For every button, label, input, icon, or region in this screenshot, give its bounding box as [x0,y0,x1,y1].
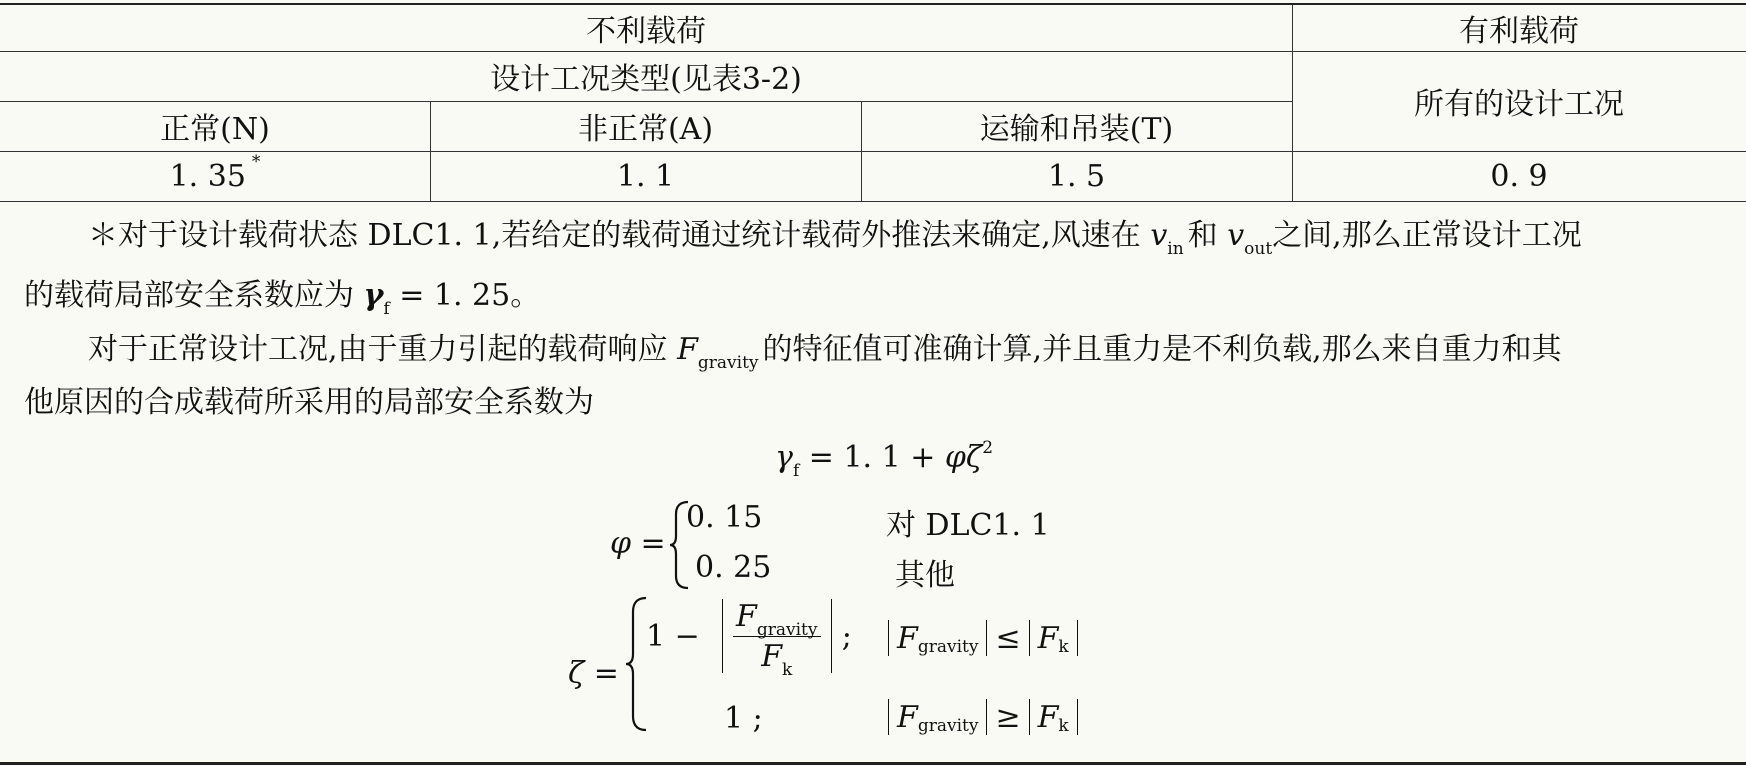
F-symbol: F [897,620,918,656]
F-symbol: F [736,598,757,634]
header-design-type: 设计工况类型(见表3-2) [490,62,802,97]
header-favorable: 有利载荷 [1459,14,1579,49]
abs-bar [1077,620,1078,656]
phi-symbol: φ [610,526,632,561]
sub-f: f [792,461,800,481]
header-unfavorable: 不利载荷 [586,14,706,49]
phi-symbol: φ [944,440,966,475]
v-symbol: v [1227,218,1245,253]
col-abnormal: 非正常(A) [577,112,714,147]
v-symbol: v [1150,218,1168,253]
gamma-rhs: = 1. 1 + [799,440,945,475]
sub-gravity: gravity [697,353,759,373]
zeta-case-1 [646,598,852,680]
footnote-mark: * [251,152,261,172]
leq: ≤ [995,620,1021,656]
sub-gravity: gravity [917,637,979,657]
phi-lhs [610,526,666,561]
denominator [761,638,793,680]
abs-bar [1077,699,1078,735]
note-and: 和 [1187,218,1228,253]
sub-out: out [1244,239,1273,259]
note-text-c: 的载荷局部安全系数应为 [24,278,364,313]
col-normal: 正常(N) [160,112,270,147]
semicolon: ; [841,618,852,654]
body-text-a: 对于正常设计工况,由于重力引起的载荷响应 [88,332,678,367]
gamma-formula [775,438,994,481]
note-text-a: ＊对于设计载荷状态 DLC1. 1,若给定的载荷通过统计载荷外推法来确定,风速在 [88,218,1151,253]
body-line-2: 他原因的合成载荷所采用的局部安全系数为 [24,385,594,420]
zeta-symbol: ζ [568,656,585,691]
zeta-case-2: 1 ; [724,701,763,736]
abs-bar [986,699,987,735]
sub-gravity: gravity [756,619,818,640]
abs-bar [986,620,987,656]
phi-val-1: 0. 15 [686,500,763,535]
fraction [733,598,821,680]
table-line [0,201,1746,202]
zeta-cond-1 [880,618,1086,658]
abs-bar [722,599,723,673]
zeta-lhs [568,656,619,691]
abs-bar [1029,620,1030,656]
sub-k: k [1058,716,1069,736]
val-transport: 1. 5 [1047,158,1106,194]
one-minus: 1 − [646,618,700,654]
F-symbol: F [761,638,783,674]
square: 2 [982,438,994,458]
val-favorable: 0. 9 [1490,158,1548,194]
F-symbol: F [1037,699,1059,735]
sub-k: k [782,659,793,680]
note-text-b: 之间,那么正常设计工况 [1272,218,1582,253]
phi-val-2: 0. 25 [695,550,772,585]
bottom-rule [0,762,1746,765]
header-all-cases: 所有的设计工况 [1414,87,1624,122]
phi-cond-2: 其他 [895,558,955,593]
phi-eq: = [631,526,666,561]
geq: ≥ [995,699,1021,735]
sub-gravity: gravity [917,716,979,736]
body-text-b: 的特征值可准确计算,并且重力是不利负载,那么来自重力和其 [762,332,1562,367]
abs-bar [888,620,889,656]
sub-f: f [383,299,390,319]
F-symbol: F [897,699,918,735]
F-symbol: F [1037,620,1059,656]
gamma-symbol: γ [775,440,793,475]
col-transport: 运输和吊装(T) [979,112,1174,147]
note-text-d: = 1. 25。 [389,278,541,313]
zeta-cond-2 [880,697,1086,737]
val-abnormal: 1. 1 [616,158,675,194]
val-normal-text: 1. 35 [169,158,246,194]
F-symbol: F [677,332,698,367]
footnote-line-1 [24,206,1724,270]
zeta-symbol: ζ [965,440,983,475]
numerator [736,598,818,640]
sub-k: k [1058,637,1069,657]
abs-bar [888,699,889,735]
val-normal [0,151,430,201]
abs-bar [831,599,832,673]
zeta-brace-icon [624,596,648,732]
abs-bar [1029,699,1030,735]
gamma-symbol: γ [363,278,384,313]
phi-cond-1: 对 DLC1. 1 [886,508,1050,543]
sub-in: in [1167,239,1184,259]
zeta-eq: = [584,656,619,691]
